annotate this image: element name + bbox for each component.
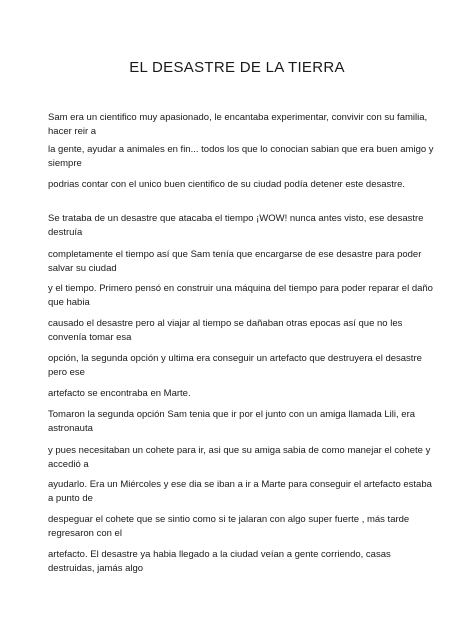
paragraph-4: Se trataba de un desastre que atacaba el tiempo ¡WOW! nunca antes visto, ese desastre destruía: [48, 213, 424, 238]
paragraph-7: causado el desastre pero al viajar al tiempo se dañaban otras epocas así que no les convenía tomar esa: [48, 318, 403, 343]
paragraph-10: Tomaron la segunda opción Sam tenia que ir por el junto con un amiga llamada Lili, era astronauta: [48, 409, 416, 434]
paragraph-1: Sam era un cientifico muy apasionado, le encantaba experimentar, convivir con su familia, hacer reir a: [48, 112, 428, 137]
paragraph-8: opción, la segunda opción y ultima era conseguir un artefacto que destruyera el desastre pero ese: [48, 353, 422, 378]
paragraph-9: artefacto se encontraba en Marte.: [48, 388, 191, 399]
paragraph-11: y pues necesitaban un cohete para ir, asi que su amiga sabia de como manejar el cohete y accedió a: [48, 445, 431, 470]
paragraph-6: y el tiempo. Primero pensó en construir una máquina del tiempo para poder reparar el daño que habia: [48, 283, 433, 308]
paragraph-3: podrias contar con el unico buen cientifico de su ciudad podía detener este desastre.: [48, 179, 406, 190]
document-title: EL DESASTRE DE LA TIERRA: [129, 59, 345, 76]
paragraph-5: completamente el tiempo así que Sam tenía que encargarse de ese desastre para poder salvar su ciudad: [48, 249, 422, 274]
paragraph-2: la gente, ayudar a animales en fin... todos los que lo conocian sabian que era buen amigo y siempre: [48, 144, 434, 169]
paragraph-13: despeguar el cohete que se sintio como si te jalaran con algo super fuerte , más tarde regresaron con el: [48, 514, 410, 539]
paragraph-14: artefacto. El desastre ya habia llegado a la ciudad veían a gente corriendo, casas destruidas, jamás algo: [48, 549, 391, 574]
paragraph-12: ayudarlo. Era un Miércoles y ese dia se iban a ir a Marte para conseguir el artefacto estaba a punto de: [48, 479, 432, 504]
